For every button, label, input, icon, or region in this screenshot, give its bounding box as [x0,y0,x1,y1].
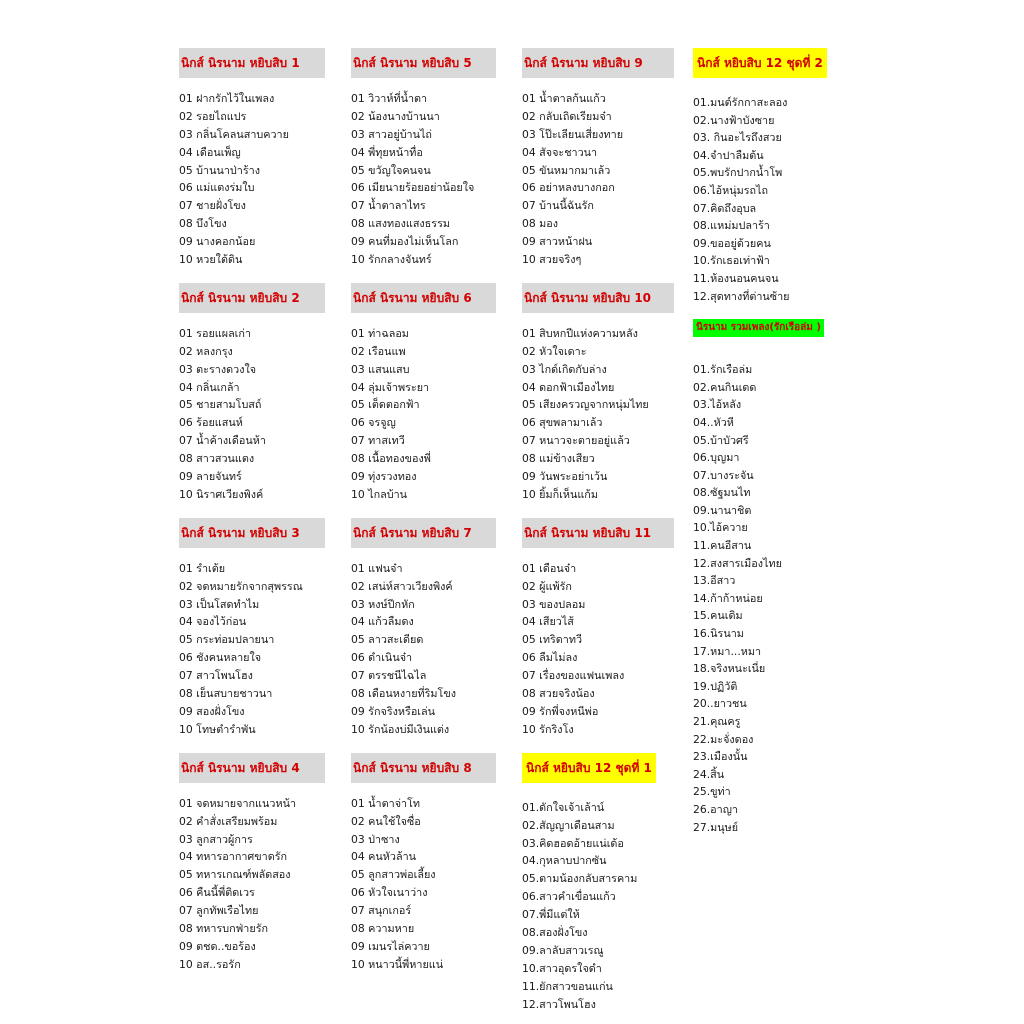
song-item: 19.ปฏิวัติ [693,679,738,693]
song-item: 10 สวยจริงๆ [522,253,582,267]
song-item: 10.ไอ้ควาย [693,521,748,535]
album-block [522,518,674,739]
song-list [351,90,496,269]
song-item: 23.เมืองนั้น [693,750,748,764]
song-item: 16.นิรนาม [693,627,744,641]
song-item: 03 ลูกสาวผู้การ [179,832,253,846]
song-item: 10 โทษตำรำพัน [179,722,256,736]
song-item: 01 รอยแผลเก่า [179,326,251,340]
song-item: 05 เต็ดตอกฟ้า [351,398,420,412]
album-block [522,283,674,504]
song-item: 03 ของปลอม [522,597,586,611]
song-item: 06 อย่าหลงบางกอก [522,181,615,195]
song-item: 05.บ้าบัวศรี [693,433,749,447]
song-item: 10 รักกลางจันทร์ [351,253,432,267]
song-item: 03 กลิ่นโคลนสาบควาย [179,127,289,141]
album-title: นิกส์ หยิบสิบ 12 ชุดที่ 1 [522,753,656,783]
song-item: 13.อีสาว [693,574,736,588]
song-item: 02 เสน่ห์สาวเวียงพิงค์ [351,579,453,593]
song-item: 08.สองฝั่งโขง [522,925,588,939]
song-item: 05 ทหารเกณฑ์พลัดสอง [179,868,291,882]
song-item: 09 วันพระอย่าเว้น [522,470,608,484]
album-title: นิกส์ นิรนาม หยิบสิบ 4 [179,753,325,783]
song-item: 07.พี่มีแต่ให้ [522,908,580,922]
song-item: 01.ดักใจเจ้าเล้าน์ [522,800,605,814]
song-item: 07 ตรรชนีไฉไล [351,669,427,683]
song-item: 02 กลับเถิดเรียมจ๋า [522,109,612,123]
album-block [522,48,674,269]
song-item: 09 ลายจันทร์ [179,470,242,484]
song-item: 07 ชายฝั่งโขง [179,199,246,213]
song-item: 07 น้ำตาลาไทร [351,199,426,213]
song-item: 02.คนกินเดด [693,380,757,394]
song-item: 07 สนุกเกอร์ [351,904,412,918]
song-item: 04 ลุ่มเจ้าพระยา [351,380,430,394]
song-item: 10.สาวอุดรใจดำ [522,961,602,975]
song-item: 02 คนใช้ใจซื่อ [351,814,421,828]
song-item: 04.จำปาลืมต้น [693,148,764,162]
song-item: 02 เรือนแพ [351,344,406,358]
album-title: นิกส์ นิรนาม หยิบสิบ 3 [179,518,325,548]
song-item: 04..หัวหี [693,415,734,429]
song-item: 27.มนุษย์ [693,820,739,834]
song-item: 01 เดือนจ๋า [522,561,577,575]
song-item: 02 ผู้แพ้รัก [522,579,572,593]
song-item: 04 พี่ทุยหน้าทื่อ [351,145,423,159]
album-block [351,48,496,269]
album-block [693,319,843,836]
album-block [351,753,496,974]
album-block [522,753,674,1014]
song-item: 09 เมนรไล่ควาย [351,939,430,953]
song-item: 14.ก้าก้าหน่อย [693,591,763,605]
song-list [522,90,674,269]
song-item: 08.ซัฐมนไท [693,486,751,500]
song-item: 06 สุขพลามาเล้ว [522,416,603,430]
song-item: 18.จริงหนะเนี่ย [693,662,766,676]
song-item: 10 ไกลบ้าน [351,487,408,501]
song-item: 05 ลาวสะเดียด [351,633,424,647]
song-item: 02 น้องนางบ้านนา [351,109,440,123]
song-item: 09 คนที่มองไม่เห็นโลก [351,235,459,249]
song-item: 10 อส..รอรัก [179,957,241,971]
song-item: 09.ขออยู่ด้วยคน [693,236,771,250]
song-item: 21.คุณครู [693,715,741,728]
song-item: 01 แฟนจ๋า [351,561,403,575]
song-item: 08 เนื้อทองของพี่ [351,452,431,466]
song-item: 06 หัวใจเนาว่าง [351,886,428,900]
album-block [351,283,496,504]
song-item: 03 แสนแสบ [351,362,410,376]
song-item: 11.ยักสาวขอนแก่น [522,979,613,993]
song-item: 09 สาวหน้าฝน [522,235,593,249]
album-block [179,753,325,974]
song-list [693,361,843,836]
song-item: 15.คนเดิม [693,609,743,623]
song-item: 07 ทาสเทวี [351,434,405,448]
song-item: 12.สงสารเมืองไทย [693,556,782,570]
song-item: 03.คิดฮอดอ้ายแน่เด้อ [522,836,624,850]
song-item: 06.สาวคำเขื่อนแก้ว [522,890,616,904]
song-list [522,325,674,504]
song-item: 02 จดหมายรักจากสุพรรณ [179,579,303,593]
album-title: นิกส์ นิรนาม หยิบสิบ 9 [522,48,674,78]
song-item: 09 ตชด..ขอร้อง [179,939,256,953]
song-list [179,325,325,504]
album-title: นิกส์ นิรนาม หยิบสิบ 6 [351,283,496,313]
song-item: 04 เดือนเพ็ญ [179,145,241,159]
song-item: 02 รอยไถแปร [179,109,247,123]
song-list [179,90,325,269]
song-item: 02 คำสั่งเสรียมพร้อม [179,814,278,828]
song-item: 05 บ้านนาป่าร้าง [179,163,260,177]
song-list [179,560,325,739]
song-item: 08 สาวสวนแตง [179,452,255,466]
song-item: 06 ดำเนินจ๋า [351,651,413,665]
song-item: 07 หนาวจะตายอยู่แล้ว [522,434,630,448]
song-item: 01.มนต์รักกาสะลอง [693,96,788,109]
song-item: 06.บุญมา [693,451,740,465]
song-item: 02.สัญญาเดือนสาม [522,818,615,832]
song-list [522,560,674,739]
song-item: 04.กุหลาบปากซัน [522,854,607,868]
album-title: นิกส์ นิรนาม หยิบสิบ 5 [351,48,496,78]
song-item: 05 เสียงครวญจากหนุ่มไทย [522,398,649,412]
song-item: 04 จองไว้ก่อน [179,615,247,629]
song-item: 03 หงษ์ปีกหัก [351,597,415,611]
song-item: 06.ไอ้หนุ่มรถไถ [693,183,769,197]
song-item: 26.อาญา [693,802,738,816]
song-item: 09 ทุ่งรวงทอง [351,470,417,484]
song-item: 08 เดือนหงายที่ริมโขง [351,687,457,701]
song-item: 05 เทริดาทวี [522,633,583,647]
song-item: 04 กลิ่นเกล้า [179,380,240,394]
song-item: 03 โป๊ะเลียนเสี่ยงทาย [522,127,624,141]
song-item: 09 รักพี่จงหนีพ่อ [522,704,599,718]
song-item: 07.บางระจัน [693,468,754,482]
album-block [179,283,325,504]
song-item: 10 รักน้องบ่มีเงินแต่ง [351,722,450,736]
album-block [351,518,496,739]
song-item: 07 บ้านนี้ฉันรัก [522,199,594,213]
song-item: 03 ตะรางดวงใจ [179,362,257,376]
song-item: 08 แม่ข้างเสียว [522,452,595,466]
album-title: นิกส์ นิรนาม หยิบสิบ 8 [351,753,496,783]
song-item: 04 เสียวไส้ [522,615,574,629]
song-list [351,560,496,739]
song-item: 09.ลาลับสาวเรณู [522,943,604,957]
song-item: 01 น้ำตาลก้นแก้ว [522,92,606,105]
song-item: 01 จดหมายจากแนวหน้า [179,796,297,810]
song-item: 04 แก้วลืมดง [351,615,414,629]
song-item: 03 เป็นโสดทำไม [179,597,260,611]
song-item: 02.นางฟ้าบังซาย [693,113,775,127]
column-3 [522,48,674,1013]
song-item: 10.รักเธอเท่าฟ้า [693,254,770,268]
song-item: 12.สุดทางที่ต่านซ้าย [693,289,790,303]
song-item: 03.ไอ้หลัง [693,398,742,412]
song-item: 09 รักจริงหรือเล่น [351,704,435,718]
album-title: นิกส์ หยิบสิบ 12 ชุดที่ 2 [693,48,827,78]
song-item: 10 หวยใต้ดิน [179,253,243,267]
album-title: นิกส์ นิรนาม หยิบสิบ 1 [179,48,325,78]
song-item: 08 บึงโขง [179,217,227,231]
song-item: 08 ความหาย [351,921,415,935]
song-item: 12.สาวโพนโฮง [522,997,596,1011]
song-item: 08 แสงทองแสงธรรม [351,217,450,231]
song-item: 05 ขวัญใจคนจน [351,163,431,177]
song-item: 04 สัจจะชาวนา [522,145,598,159]
song-item: 10 รักริงโง [522,722,574,736]
song-list [351,795,496,974]
song-item: 06 คืนนี้พี่ติดเวร [179,886,255,900]
song-item: 08 เย็นสบายชาวนา [179,687,273,701]
song-item: 05 ชายสามโบสถ์ [179,398,262,412]
column-4 [693,48,843,836]
song-item: 06 ชังคนหลายใจ [179,651,262,665]
song-item: 08 ทหารบกฟ่ายรัก [179,921,269,935]
song-item: 05 ลูกสาวพ่อเลี้ยง [351,868,436,882]
song-item: 01 ท่าฉลอม [351,326,409,340]
song-item: 07 ลูกทัพเรือไทย [179,904,259,918]
song-item: 11.คนอีสาน [693,539,752,553]
album-title: นิรนาม รวมเพลง(รักเรือล่ม ) [693,319,824,337]
song-item: 06 จรจูญ [351,416,396,430]
song-item: 01.รักเรือล่ม [693,363,753,377]
song-item: 07 น้ำค้างเดือนห้า [179,434,266,448]
song-item: 09 สองฝั่งโขง [179,704,245,718]
song-item: 06 ร้อยแสนห์ [179,416,243,430]
song-item: 08.แหม่มปลาร้า [693,219,770,233]
album-block [693,48,843,305]
song-item: 10 หนาวนี้พี่หายแน่ [351,957,444,971]
song-item: 01 น้ำตาจ่าโท [351,796,420,810]
song-item: 05 ขันหมากมาเล้ว [522,163,611,177]
album-title: นิกส์ นิรนาม หยิบสิบ 7 [351,518,496,548]
song-list [351,325,496,504]
song-item: 11.ห้องนอนคนจน [693,271,779,285]
song-item: 09 นางคอกน้อย [179,235,256,249]
column-1 [179,48,325,974]
song-item: 03 สาวอยู่บ้านไถ่ [351,127,432,141]
song-item: 01 สิบหกปีแห่งความหลัง [522,326,638,340]
song-item: 09.นานาชิต [693,503,752,517]
song-item: 04 คนหัวล้าน [351,850,417,864]
song-item: 02 หลงกรุง [179,344,233,358]
song-item: 24.สิ้น [693,767,725,781]
column-2 [351,48,496,974]
song-item: 07.คิดถึงอุบล [693,201,757,215]
song-item: 05.ตามน้องกลับสารคาม [522,872,638,886]
album-title: นิกส์ นิรนาม หยิบสิบ 2 [179,283,325,313]
album-title: นิกส์ นิรนาม หยิบสิบ 11 [522,518,674,548]
song-item: 10 นิราศเวียงพิงค์ [179,487,264,501]
song-item: 20..ยาวชน [693,697,747,711]
song-item: 10 ยิ้มก็เห็นแก้ม [522,487,598,501]
song-item: 03. กินอะไรถึงสวย [693,131,782,145]
song-item: 04 ทหารอากาศขาดรัก [179,850,288,864]
album-title: นิกส์ นิรนาม หยิบสิบ 10 [522,283,674,313]
song-item: 02 หัวใจเดาะ [522,344,587,358]
song-item: 22.มะจั่งดอง [693,732,754,746]
song-item: 03 ป่าซาง [351,832,400,846]
song-item: 07 สาวโพนโฮง [179,669,253,683]
song-item: 25.ขูท่า [693,785,731,799]
song-item: 06 ลืมไม่ลง [522,651,578,665]
song-item: 01 ฝากรักไว้ในเพลง [179,92,275,105]
album-block [179,518,325,739]
song-item: 06 แม่แตงร่มใบ [179,181,255,195]
song-item: 08 สวยจริงน้อง [522,687,595,701]
song-list [179,795,325,974]
song-item: 17.หมา...หมา [693,644,762,658]
song-item: 05.พบรักปากน้ำโพ [693,166,783,180]
song-list [522,799,674,1014]
song-item: 01 วิวาห์ที่น้ำตา [351,92,428,105]
song-item: 08 มอง [522,217,559,231]
song-list [693,94,843,305]
album-block [179,48,325,269]
song-item: 07 เรื่องของแฟนเพลง [522,669,625,683]
song-item: 06 เมียนายร้อยอย่าน้อยใจ [351,181,475,195]
song-item: 01 รำเต้ย [179,561,226,575]
song-item: 03 ไกด์เกิดกับล่าง [522,362,607,376]
song-item: 05 กระท่อมปลายนา [179,633,275,647]
song-item: 04 ดอกฟ้าเมืองไทย [522,380,615,394]
